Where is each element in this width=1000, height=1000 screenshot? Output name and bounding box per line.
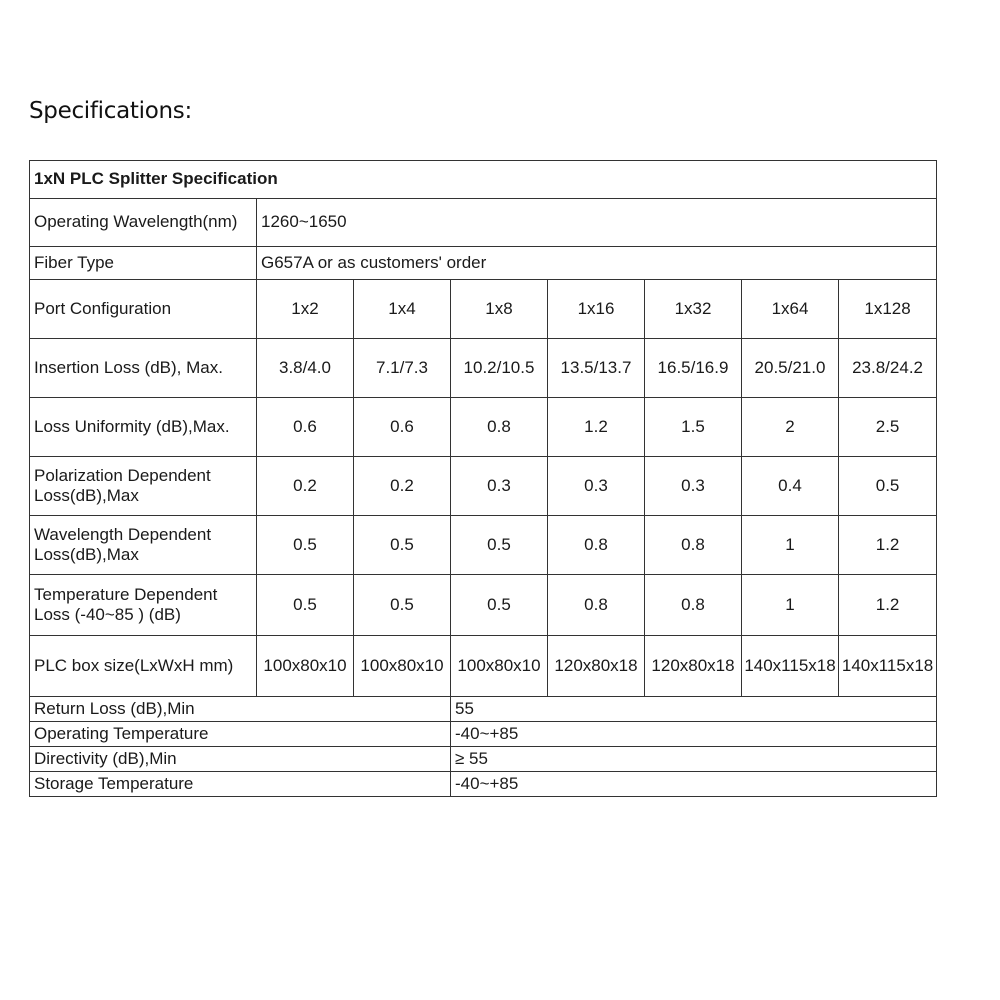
row-value: ≥ 55 — [451, 747, 937, 772]
table-title-row — [30, 161, 937, 199]
table-cell: 120x80x18 — [645, 636, 742, 697]
table-cell: 1x64 — [742, 280, 839, 339]
table-cell: 16.5/16.9 — [645, 339, 742, 398]
table-cell: 140x115x18 — [839, 636, 937, 697]
row-label: PLC box size(LxWxH mm) — [30, 636, 257, 697]
table-cell: 3.8/4.0 — [257, 339, 354, 398]
table-cell: 23.8/24.2 — [839, 339, 937, 398]
row-label: Polarization Dependent Loss(dB),Max — [30, 457, 257, 516]
row-label: Operating Temperature — [30, 722, 451, 747]
table-cell: 0.4 — [742, 457, 839, 516]
table-cell: 13.5/13.7 — [548, 339, 645, 398]
table-cell: 0.2 — [257, 457, 354, 516]
table-cell: 0.6 — [257, 398, 354, 457]
table-cell: 1x8 — [451, 280, 548, 339]
row-label: Storage Temperature — [30, 772, 451, 797]
table-cell: 0.8 — [548, 516, 645, 575]
row-value: -40~+85 — [451, 722, 937, 747]
table-row — [30, 280, 937, 339]
table-cell: 0.6 — [354, 398, 451, 457]
spec-table — [29, 160, 937, 797]
row-value: 1260~1650 — [257, 199, 937, 247]
table-row — [30, 199, 937, 247]
table-cell: 100x80x10 — [257, 636, 354, 697]
row-label: Wavelength Dependent Loss(dB),Max — [30, 516, 257, 575]
table-cell: 7.1/7.3 — [354, 339, 451, 398]
table-cell: 0.5 — [451, 516, 548, 575]
table-cell: 10.2/10.5 — [451, 339, 548, 398]
table-cell: 2 — [742, 398, 839, 457]
page-heading: Specifications: — [29, 98, 192, 124]
table-cell: 100x80x10 — [354, 636, 451, 697]
table-row — [30, 722, 937, 747]
table-row — [30, 516, 937, 575]
table-cell: 1 — [742, 516, 839, 575]
table-row — [30, 747, 937, 772]
table-cell: 1x4 — [354, 280, 451, 339]
row-label: Port Configuration — [30, 280, 257, 339]
row-label: Insertion Loss (dB), Max. — [30, 339, 257, 398]
table-cell: 0.3 — [451, 457, 548, 516]
table-cell: 1.2 — [839, 516, 937, 575]
table-cell: 0.3 — [645, 457, 742, 516]
row-value: 55 — [451, 697, 937, 722]
table-cell: 1x16 — [548, 280, 645, 339]
table-cell: 0.8 — [548, 575, 645, 636]
table-row — [30, 247, 937, 280]
table-cell: 0.8 — [645, 516, 742, 575]
table-row — [30, 697, 937, 722]
table-cell: 1.2 — [548, 398, 645, 457]
row-label: Operating Wavelength(nm) — [30, 199, 257, 247]
table-cell: 0.5 — [839, 457, 937, 516]
row-label: Temperature Dependent Loss (-40~85 ) (dB) — [30, 575, 257, 636]
table-cell: 140x115x18 — [742, 636, 839, 697]
table-row — [30, 457, 937, 516]
table-cell: 100x80x10 — [451, 636, 548, 697]
table-cell: 1 — [742, 575, 839, 636]
table-cell: 1.2 — [839, 575, 937, 636]
row-value: G657A or as customers' order — [257, 247, 937, 280]
row-value: -40~+85 — [451, 772, 937, 797]
table-cell: 0.3 — [548, 457, 645, 516]
table-cell: 0.5 — [354, 575, 451, 636]
table-cell: 120x80x18 — [548, 636, 645, 697]
table-row — [30, 772, 937, 797]
table-row — [30, 575, 937, 636]
table-row — [30, 398, 937, 457]
table-cell: 0.5 — [451, 575, 548, 636]
table-row — [30, 636, 937, 697]
table-cell: 1x2 — [257, 280, 354, 339]
table-cell: 20.5/21.0 — [742, 339, 839, 398]
table-title: 1xN PLC Splitter Specification — [30, 161, 937, 199]
table-cell: 1x32 — [645, 280, 742, 339]
table-cell: 0.8 — [451, 398, 548, 457]
table-cell: 1.5 — [645, 398, 742, 457]
table-cell: 0.2 — [354, 457, 451, 516]
row-label: Directivity (dB),Min — [30, 747, 451, 772]
table-cell: 1x128 — [839, 280, 937, 339]
table-cell: 0.8 — [645, 575, 742, 636]
table-cell: 0.5 — [354, 516, 451, 575]
table-cell: 0.5 — [257, 575, 354, 636]
table-cell: 0.5 — [257, 516, 354, 575]
table-cell: 2.5 — [839, 398, 937, 457]
table-row — [30, 339, 937, 398]
row-label: Loss Uniformity (dB),Max. — [30, 398, 257, 457]
row-label: Return Loss (dB),Min — [30, 697, 451, 722]
row-label: Fiber Type — [30, 247, 257, 280]
